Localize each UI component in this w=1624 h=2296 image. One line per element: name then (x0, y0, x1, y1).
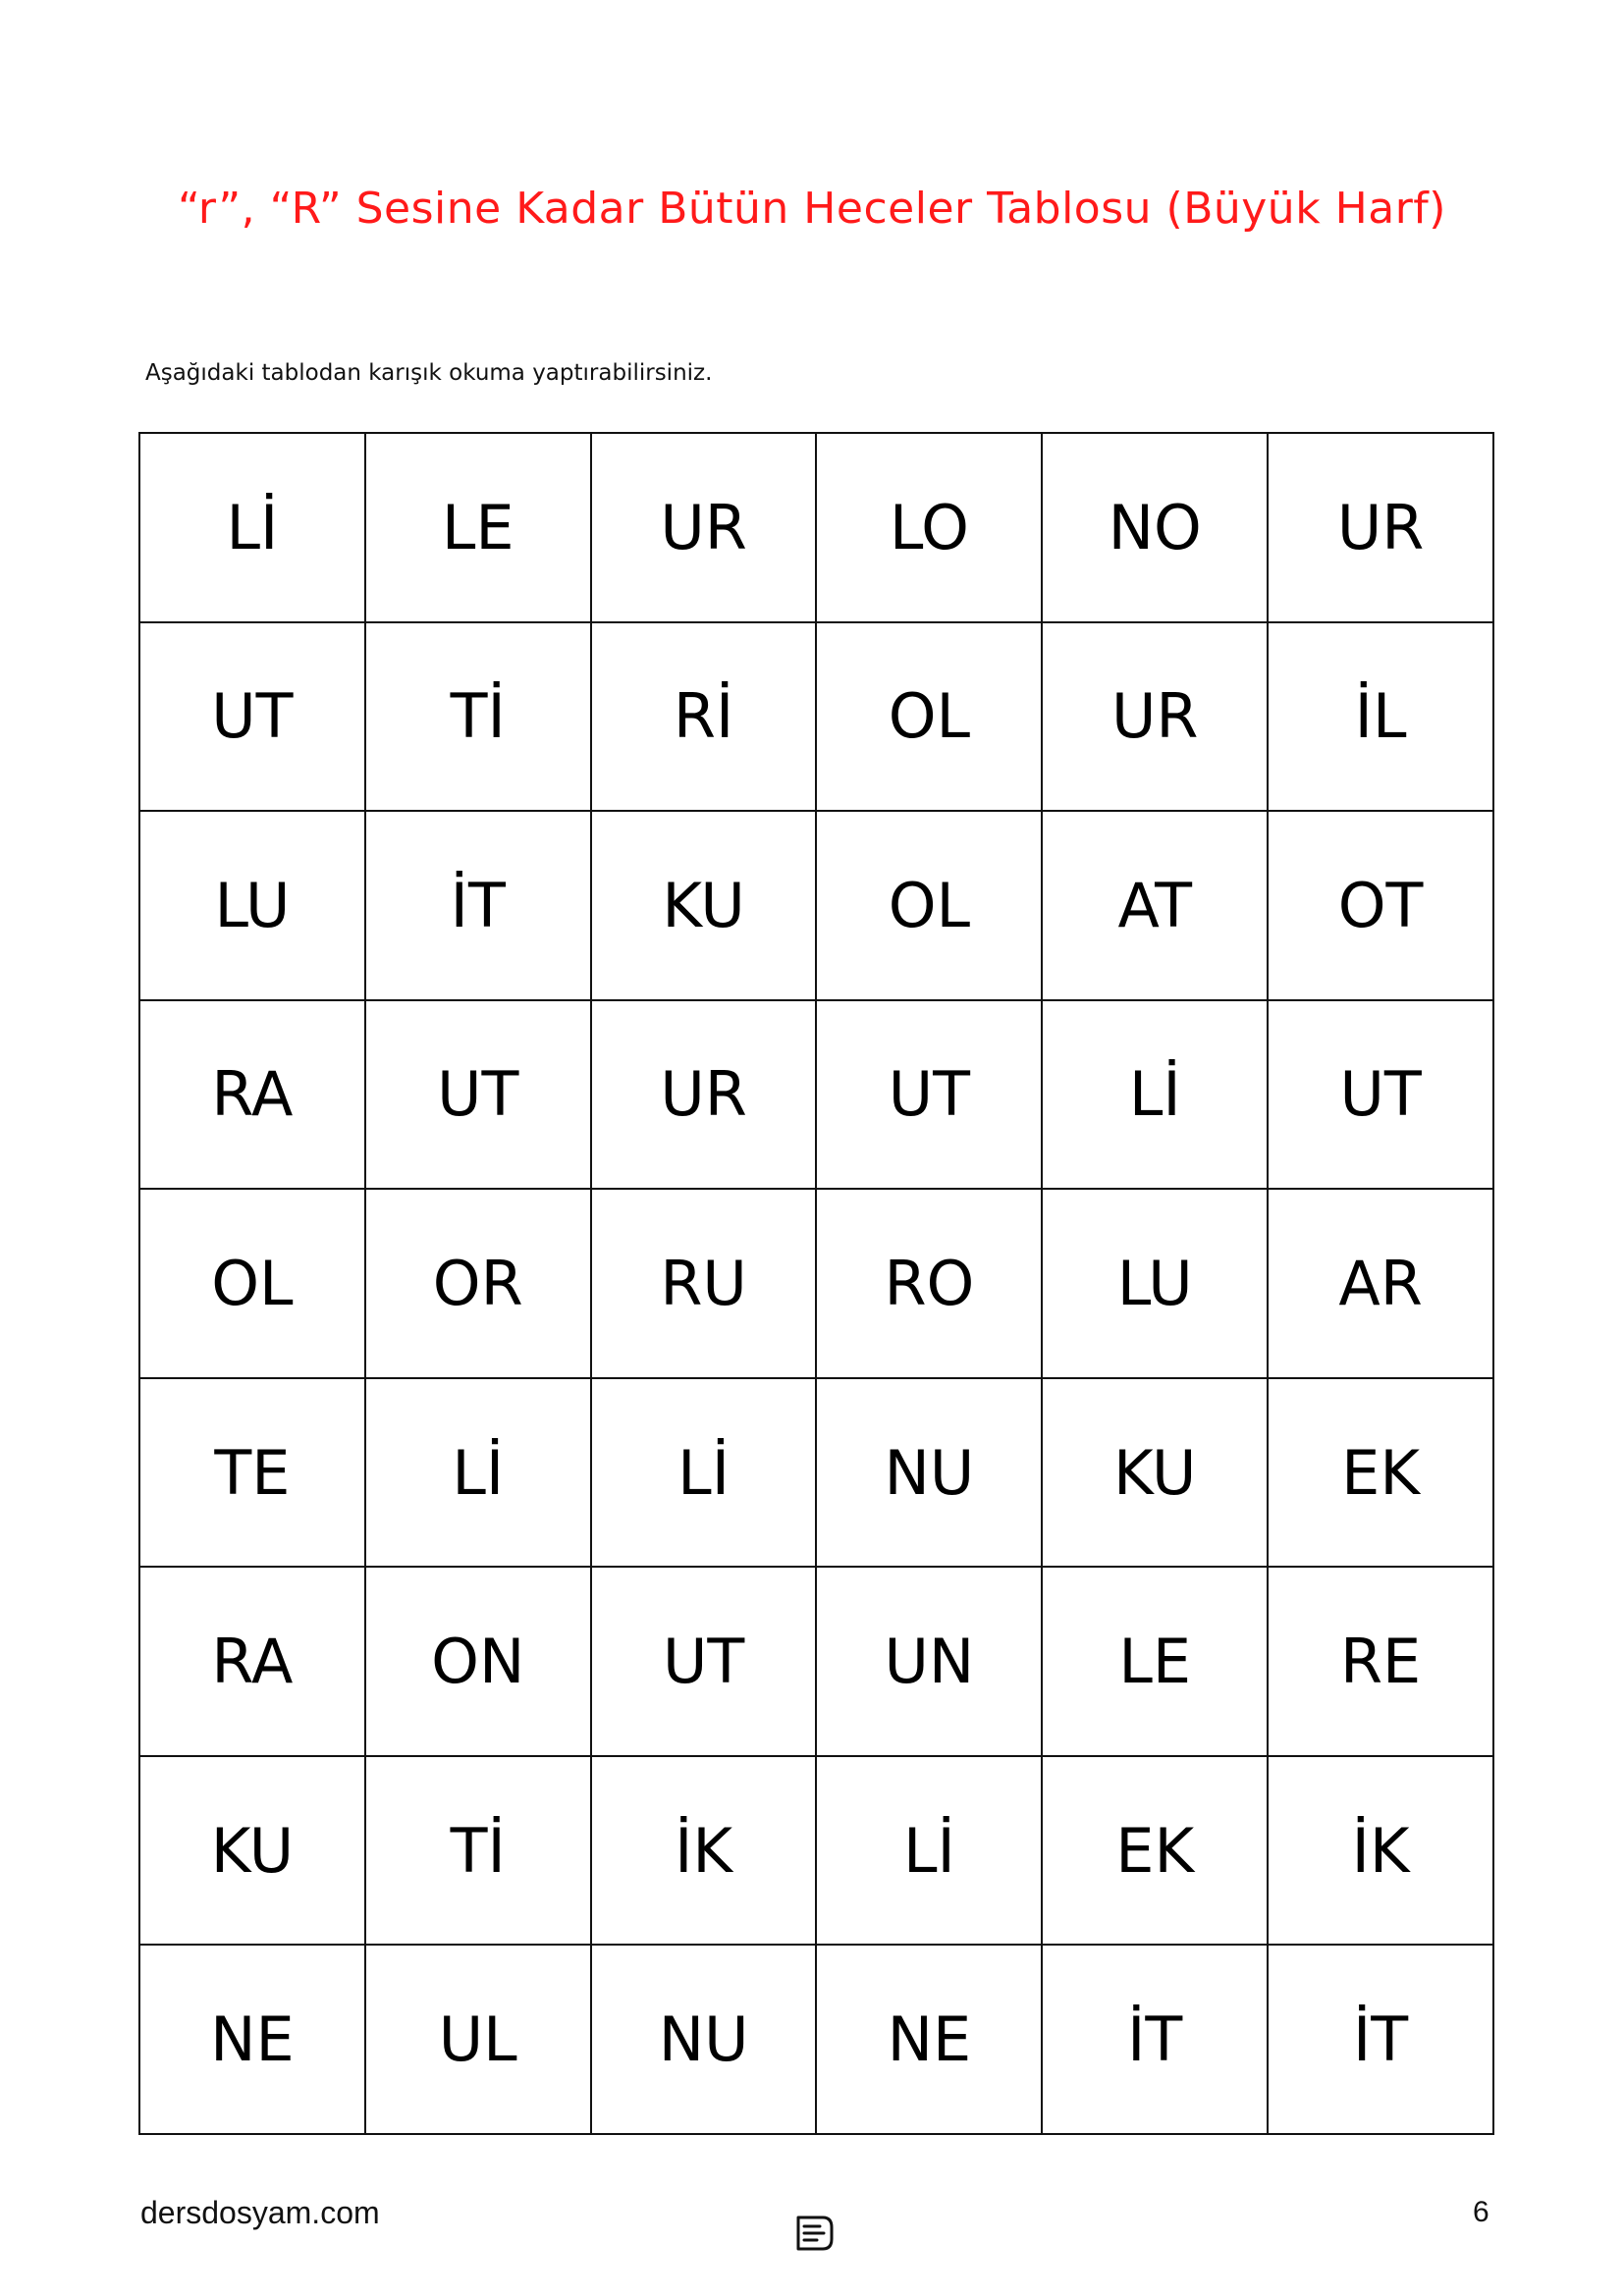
table-row (139, 1000, 1493, 1190)
syllable-cell: LU (139, 811, 365, 1000)
syllable-cell: RA (139, 1000, 365, 1190)
table-row (139, 1567, 1493, 1756)
document-lines-icon (793, 2214, 837, 2253)
syllable-cell: Rİ (591, 622, 817, 812)
syllable-cell: NO (1042, 433, 1268, 622)
instruction-text: Aşağıdaki tablodan karışık okuma yaptırabilirsiniz. (145, 360, 713, 386)
table-row (139, 1189, 1493, 1378)
syllable-cell: UT (365, 1000, 591, 1190)
syllable-cell: UR (1042, 622, 1268, 812)
syllable-cell: UR (591, 1000, 817, 1190)
syllable-cell: Lİ (591, 1378, 817, 1568)
syllable-cell: KU (1042, 1378, 1268, 1568)
syllable-cell: LU (1042, 1189, 1268, 1378)
syllable-cell: AR (1268, 1189, 1493, 1378)
syllable-table (138, 432, 1494, 2135)
table-row (139, 1378, 1493, 1568)
syllable-cell: Lİ (816, 1756, 1042, 1946)
syllable-cell: KU (591, 811, 817, 1000)
syllable-cell: İK (1268, 1756, 1493, 1946)
syllable-cell: Tİ (365, 1756, 591, 1946)
syllable-cell: İT (1268, 1945, 1493, 2134)
syllable-cell: OL (139, 1189, 365, 1378)
footer-website: dersdosyam.com (140, 2195, 380, 2230)
syllable-cell: Lİ (365, 1378, 591, 1568)
table-row (139, 811, 1493, 1000)
syllable-cell: İT (365, 811, 591, 1000)
syllable-cell: RA (139, 1567, 365, 1756)
syllable-cell: İL (1268, 622, 1493, 812)
syllable-cell: RE (1268, 1567, 1493, 1756)
syllable-cell: LO (816, 433, 1042, 622)
syllable-cell: NE (139, 1945, 365, 2134)
syllable-cell: UT (816, 1000, 1042, 1190)
table-row (139, 1945, 1493, 2134)
syllable-cell: UR (591, 433, 817, 622)
syllable-cell: İK (591, 1756, 817, 1946)
syllable-cell: RU (591, 1189, 817, 1378)
syllable-cell: RO (816, 1189, 1042, 1378)
syllable-cell: Lİ (139, 433, 365, 622)
syllable-cell: OR (365, 1189, 591, 1378)
table-row (139, 622, 1493, 812)
syllable-cell: AT (1042, 811, 1268, 1000)
syllable-cell: NU (591, 1945, 817, 2134)
syllable-cell: TE (139, 1378, 365, 1568)
syllable-cell: ON (365, 1567, 591, 1756)
syllable-cell: UT (139, 622, 365, 812)
page-number: 6 (1473, 2196, 1489, 2228)
syllable-cell: Tİ (365, 622, 591, 812)
syllable-cell: İT (1042, 1945, 1268, 2134)
syllable-cell: LE (365, 433, 591, 622)
syllable-cell: UT (591, 1567, 817, 1756)
syllable-cell: UT (1268, 1000, 1493, 1190)
table-row (139, 433, 1493, 622)
syllable-cell: LE (1042, 1567, 1268, 1756)
syllable-cell: OL (816, 622, 1042, 812)
syllable-cell: NE (816, 1945, 1042, 2134)
syllable-cell: KU (139, 1756, 365, 1946)
table-row (139, 1756, 1493, 1946)
syllable-cell: UN (816, 1567, 1042, 1756)
syllable-cell: EK (1268, 1378, 1493, 1568)
syllable-cell: OL (816, 811, 1042, 1000)
syllable-cell: UR (1268, 433, 1493, 622)
syllable-cell: EK (1042, 1756, 1268, 1946)
page-title: “r”, “R” Sesine Kadar Bütün Heceler Tablosu (Büyük Harf) (178, 184, 1446, 234)
syllable-cell: NU (816, 1378, 1042, 1568)
syllable-cell: Lİ (1042, 1000, 1268, 1190)
syllable-cell: UL (365, 1945, 591, 2134)
syllable-cell: OT (1268, 811, 1493, 1000)
